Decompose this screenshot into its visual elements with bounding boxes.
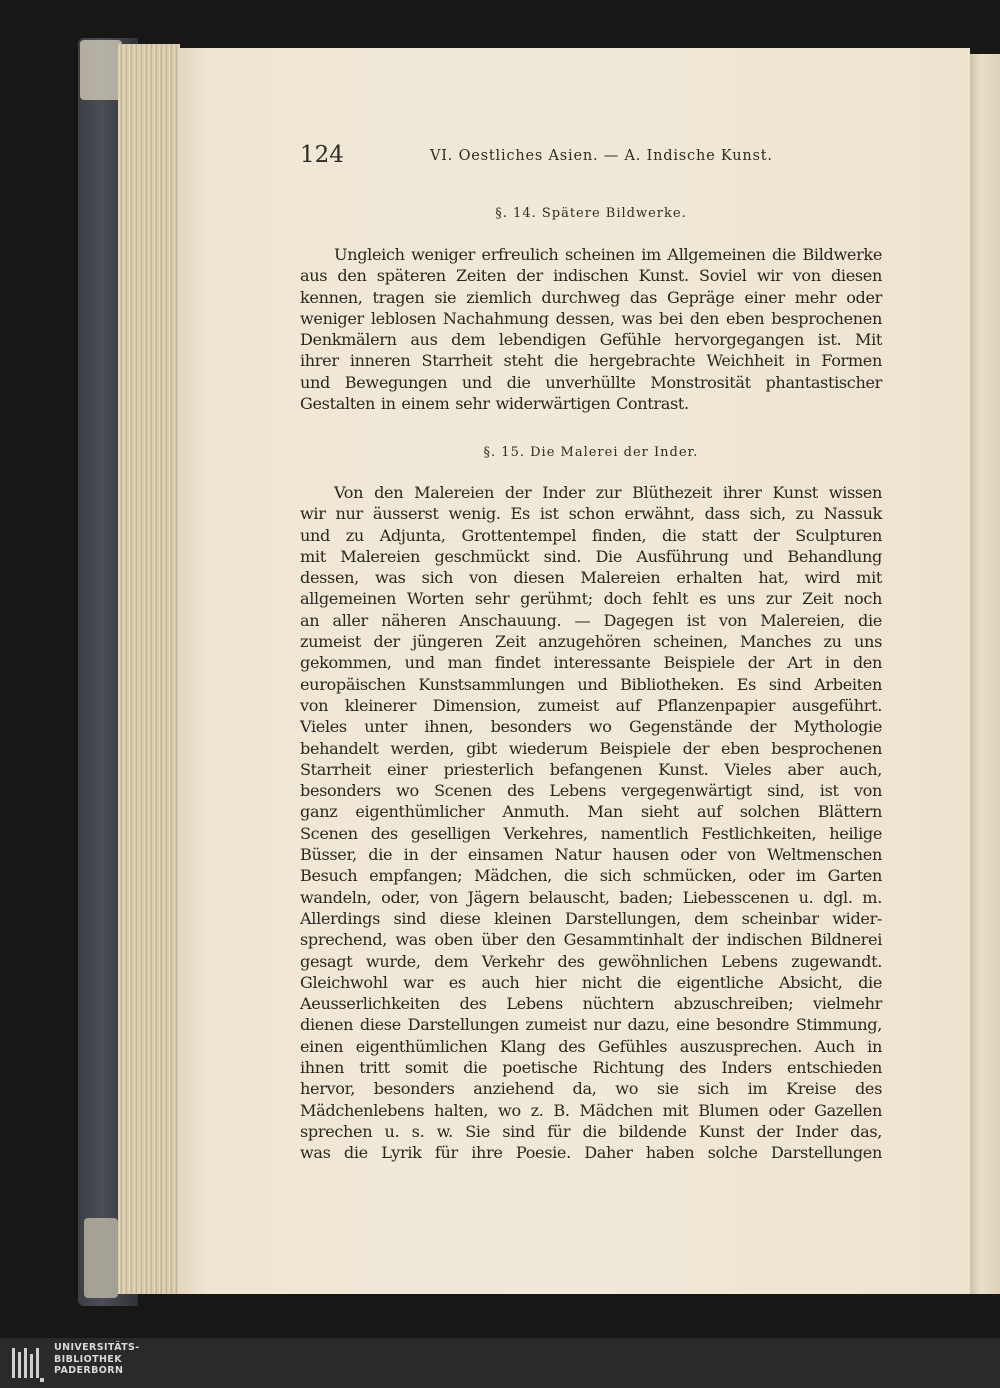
chapter-title: VI. Oestliches Asien. — A. Indische Kunst. (430, 148, 773, 164)
facing-page-edge (968, 54, 1000, 1294)
text-line: dienen diese Darstellungen zumeist nur dazu, eine besondre Stimmung, (300, 1015, 882, 1035)
text-line: ganz eigenthümlicher Anmuth. Man sieht auf solchen Blättern (300, 802, 882, 822)
text-line: Denkmälern aus dem lebendigen Gefühle hervorgegangen ist. Mit (300, 330, 882, 350)
text-line: wir nur äusserst wenig. Es ist schon erwähnt, dass sich, zu Nassuk (300, 504, 882, 524)
library-name-line: BIBLIOTHEK (54, 1353, 122, 1365)
paragraph-section-14 (300, 244, 882, 414)
text-line: aus den späteren Zeiten der indischen Kunst. Soviel wir von diesen (300, 266, 882, 286)
page-edges (118, 44, 180, 1294)
text-line: Allerdings sind diese kleinen Darstellungen, dem scheinbar wider- (300, 908, 882, 928)
text-line: ihrer inneren Starrheit steht die hergebrachte Weichheit in Formen (300, 351, 882, 371)
text-line: Scenen des geselligen Verkehres, namentlich Festlichkeiten, heilige (300, 823, 882, 843)
text-line: sprechen u. s. w. Sie sind für die bildende Kunst der Inder das, (300, 1121, 882, 1141)
worn-cover-corner-bottom (84, 1218, 118, 1298)
text-line: einen eigenthümlichen Klang des Gefühles auszusprechen. Auch in (300, 1036, 882, 1056)
library-name (54, 1342, 140, 1377)
section-heading-14: §. 14. Spätere Bildwerke. (495, 206, 687, 221)
text-line: und zu Adjunta, Grottentempel finden, die statt der Sculpturen (300, 525, 882, 545)
text-line: Mädchenlebens halten, wo z. B. Mädchen mit Blumen oder Gazellen (300, 1100, 882, 1120)
text-line: wandeln, oder, von Jägern belauscht, baden; Liebesscenen u. dgl. m. (300, 887, 882, 907)
text-line: besonders wo Scenen des Lebens vergegenwärtigt sind, ist von (300, 781, 882, 801)
page-number: 124 (300, 142, 344, 168)
text-line: zumeist der jüngeren Zeit anzugehören scheinen, Manches zu uns (300, 632, 882, 652)
text-line: Aeusserlichkeiten des Lebens nüchtern abzuschreiben; vielmehr (300, 994, 882, 1014)
text-line: dessen, was sich von diesen Malereien erhalten hat, wird mit (300, 568, 882, 588)
text-line: Vieles unter ihnen, besonders wo Gegenstände der Mythologie (300, 717, 882, 737)
text-line: mit Malereien geschmückt sind. Die Ausführung und Behandlung (300, 546, 882, 566)
text-line: weniger leblosen Nachahmung dessen, was bei den eben besprochenen (300, 308, 882, 328)
text-line: von kleinerer Dimension, zumeist auf Pflanzenpapier ausgeführt. (300, 695, 882, 715)
paragraph-section-15 (300, 482, 882, 1164)
running-head (300, 140, 882, 172)
text-line: Büsser, die in der einsamen Natur hausen oder von Weltmenschen (300, 845, 882, 865)
text-line: gesagt wurde, dem Verkehr des gewöhnlichen Lebens zugewandt. (300, 951, 882, 971)
text-line: europäischen Kunstsammlungen und Bibliotheken. Es sind Arbeiten (300, 674, 882, 694)
library-name-line: PADERBORN (54, 1365, 124, 1376)
text-line: Gestalten in einem sehr widerwärtigen Contrast. (300, 394, 689, 414)
section-heading-15: §. 15. Die Malerei der Inder. (483, 445, 699, 460)
text-line: Ungleich weniger erfreulich scheinen im Allgemeinen die Bildwerke (334, 245, 882, 264)
library-footer-bar (0, 1338, 1000, 1388)
text-line: Starrheit einer priesterlich befangenen Kunst. Vieles aber auch, (300, 759, 882, 779)
text-line: gekommen, und man findet interessante Beispiele der Art in den (300, 653, 882, 673)
worn-cover-corner-top (80, 40, 122, 100)
text-line: an aller näheren Anschauung. — Dagegen ist von Malereien, die (300, 610, 882, 630)
library-name-line: UNIVERSITÄTS- (54, 1342, 140, 1353)
text-line: ihnen tritt somit die poetische Richtung des Inders entschieden (300, 1058, 882, 1078)
text-line: hervor, besonders anziehend da, wo sie sich im Kreise des (300, 1079, 882, 1099)
text-line: behandelt werden, gibt wiederum Beispiele der eben besprochenen (300, 738, 882, 758)
library-logo-icon (10, 1344, 46, 1384)
text-line: und Bewegungen und die unverhüllte Monstrosität phantastischer (300, 372, 882, 392)
text-line: was die Lyrik für ihre Poesie. Daher haben solche Darstellungen (300, 1143, 882, 1163)
text-line: kennen, tragen sie ziemlich durchweg das Gepräge einer mehr oder (300, 287, 882, 307)
text-line: Besuch empfangen; Mädchen, die sich schmücken, oder im Garten (300, 866, 882, 886)
text-line: Von den Malereien der Inder zur Blüthezeit ihrer Kunst wissen (334, 483, 882, 502)
text-line: sprechend, was oben über den Gesammtinhalt der indischen Bildnerei (300, 930, 882, 950)
text-line: allgemeinen Worten sehr gerühmt; doch fehlt es uns zur Zeit noch (300, 589, 882, 609)
text-line: Gleichwohl war es auch hier nicht die eigentliche Absicht, die (300, 972, 882, 992)
